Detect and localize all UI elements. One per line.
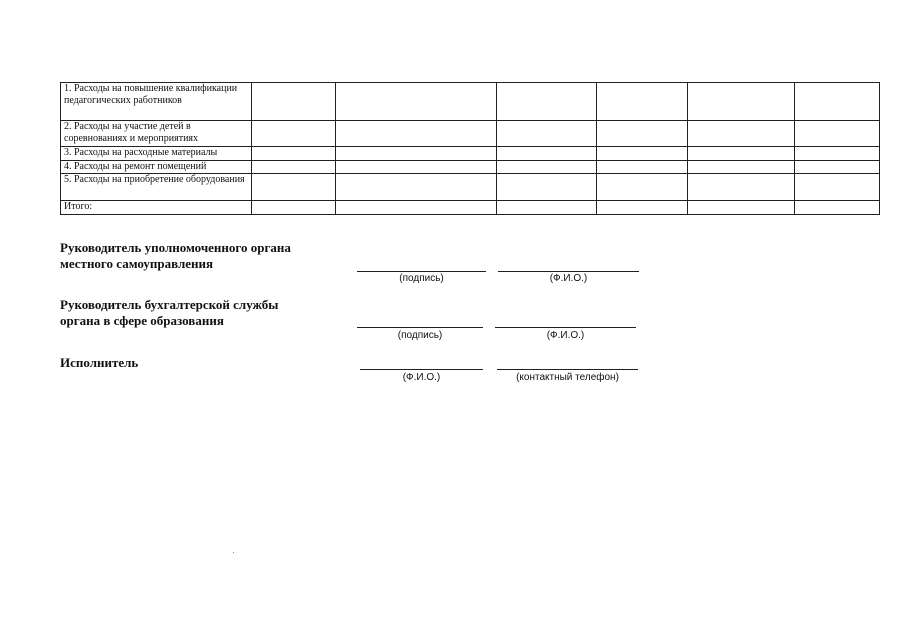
executor-phone-caption: (контактный телефон) — [516, 372, 619, 383]
table-cell — [597, 147, 688, 160]
table-cell — [497, 147, 597, 160]
table-cell — [336, 83, 497, 121]
table-cell — [497, 121, 597, 147]
expense-table — [60, 82, 880, 215]
row-label-competitions: 2. Расходы на участие детей в соревнованиях и мероприятиях — [61, 121, 252, 147]
table-row — [61, 83, 880, 121]
table-cell — [795, 173, 880, 200]
table-cell — [688, 83, 795, 121]
table-cell — [688, 121, 795, 147]
head-accounting-label-line2: органа в сфере образования — [60, 313, 224, 328]
table-cell — [795, 83, 880, 121]
table-cell — [795, 200, 880, 214]
table-cell — [336, 121, 497, 147]
table-cell — [497, 160, 597, 173]
table-cell — [497, 173, 597, 200]
table-cell — [252, 147, 336, 160]
row-label-materials: 3. Расходы на расходные материалы — [61, 147, 252, 160]
head-accounting-signature-line[interactable] — [357, 327, 483, 328]
head-authority-label-line1: Руководитель уполномоченного органа — [60, 240, 291, 255]
table-cell — [597, 121, 688, 147]
head-accounting-label-line1: Руководитель бухгалтерской службы — [60, 297, 279, 312]
executor-name-line[interactable] — [360, 369, 483, 370]
table-row — [61, 200, 880, 214]
table-cell — [336, 147, 497, 160]
table-cell — [252, 173, 336, 200]
table-cell — [497, 200, 597, 214]
scan-speck — [233, 552, 234, 553]
head-authority-name-line[interactable] — [498, 271, 639, 272]
table-cell — [795, 147, 880, 160]
executor-label: Исполнитель — [60, 355, 139, 370]
row-label-repair: 4. Расходы на ремонт помещений — [61, 160, 252, 173]
row-label-total: Итого: — [61, 200, 252, 214]
table-cell — [336, 200, 497, 214]
table-cell — [336, 160, 497, 173]
head-accounting-label — [60, 297, 278, 329]
table-row — [61, 121, 880, 147]
table-cell — [252, 160, 336, 173]
table-cell — [597, 173, 688, 200]
table-cell — [688, 160, 795, 173]
table-cell — [252, 200, 336, 214]
executor-phone-line[interactable] — [497, 369, 638, 370]
head-authority-label-line2: местного самоуправления — [60, 256, 214, 271]
head-accounting-name-line[interactable] — [495, 327, 636, 328]
table-cell — [688, 147, 795, 160]
table-cell — [252, 121, 336, 147]
head-authority-label — [60, 240, 291, 272]
table-cell — [252, 83, 336, 121]
table-cell — [597, 200, 688, 214]
table-cell — [688, 173, 795, 200]
head-authority-name-caption: (Ф.И.О.) — [549, 273, 588, 284]
table-cell — [688, 200, 795, 214]
table-cell — [497, 83, 597, 121]
head-accounting-name-caption: (Ф.И.О.) — [546, 330, 585, 341]
table-cell — [597, 160, 688, 173]
table-cell — [597, 83, 688, 121]
table-row — [61, 147, 880, 160]
table-row — [61, 173, 880, 200]
table-cell — [795, 121, 880, 147]
table-row — [61, 160, 880, 173]
head-authority-signature-line[interactable] — [357, 271, 486, 272]
row-label-equipment: 5. Расходы на приобретение оборудования — [61, 173, 252, 200]
row-label-qualification: 1. Расходы на повышение квалификации педагогических работников — [61, 83, 252, 121]
table-cell — [336, 173, 497, 200]
head-accounting-signature-caption: (подпись) — [397, 330, 443, 341]
executor-name-caption: (Ф.И.О.) — [402, 372, 441, 383]
table-cell — [795, 160, 880, 173]
head-authority-signature-caption: (подпись) — [399, 273, 444, 284]
